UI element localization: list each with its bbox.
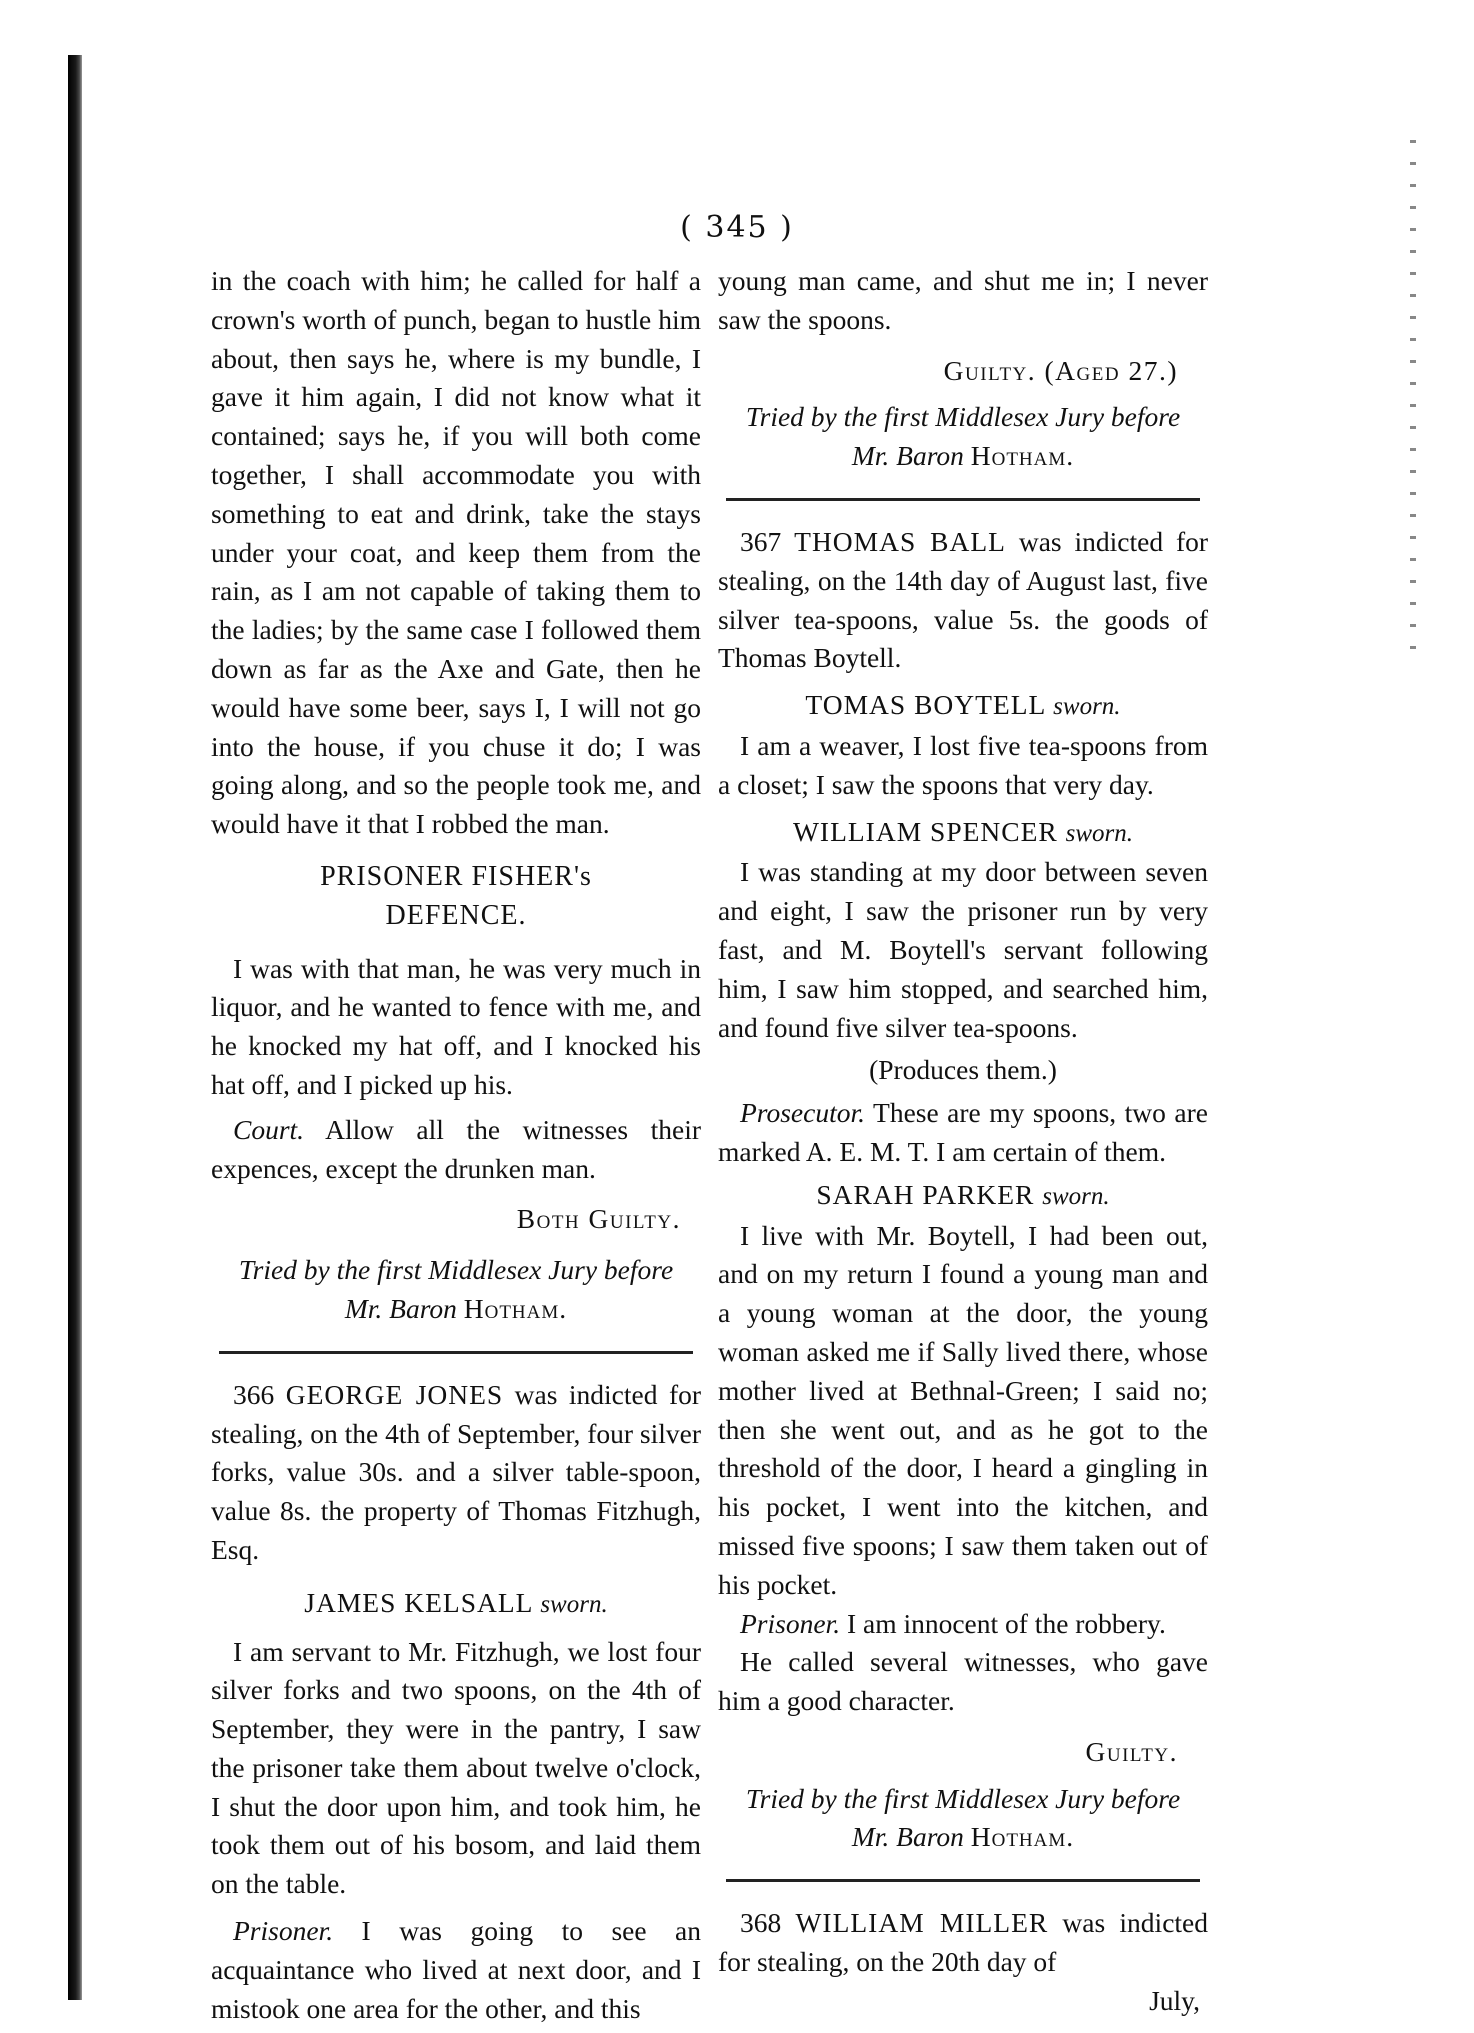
tried-line-judge [718, 437, 1208, 476]
witness-heading [718, 813, 1208, 854]
section-heading: DEFENCE. [385, 899, 527, 931]
judge-name: Hotham. [970, 1821, 1075, 1853]
tried-line-judge [211, 1290, 701, 1329]
case-entry [718, 523, 1208, 678]
section-rule [726, 1879, 1200, 1882]
judge-title: Mr. Baron [851, 440, 971, 472]
witness-heading [718, 1176, 1208, 1217]
section-rule [726, 498, 1200, 501]
binding-edge [68, 55, 82, 2000]
case-entry [718, 1904, 1208, 1982]
statement-text: I am innocent of the robbery. [840, 1607, 1166, 1639]
verdict: Both Guilty. [516, 1203, 681, 1235]
sworn-label: sworn. [1053, 693, 1121, 721]
defendant-name: THOMAS BALL [794, 525, 1006, 557]
witness-name: TOMAS BOYTELL [805, 689, 1054, 721]
right-column [718, 262, 1208, 2021]
statement-text: Allow all the witnesses their expences, except the drunken man. [211, 1113, 701, 1184]
paragraph: I live with Mr. Boytell, I had been out, and on my return I found a young man and a young woman at the door, the young woman asked me if Sally lived there, whose mother lived at Bethnal-Green; I said no; then she went out, and as he got to the threshold of the door, I heard a gingling in his pocket, I went into the kitchen, and missed five spoons; I saw them taken out of his pocket. [718, 1219, 1208, 1600]
page-number: ( 345 ) [680, 210, 794, 245]
prisoner-statement [211, 1912, 701, 2028]
sworn-label: sworn. [1065, 819, 1134, 847]
defendant-name: GEORGE JONES [285, 1378, 504, 1410]
paragraph: I am a weaver, I lost five tea-spoons from a closet; I saw the spoons that very day. [718, 729, 1208, 800]
tried-line: Tried by the first Middlesex Jury before [745, 1782, 1181, 1814]
defendant-name: WILLIAM MILLER [795, 1907, 1049, 1939]
paragraph: young man came, and shut me in; I never saw the spoons. [718, 265, 1208, 335]
case-entry [211, 1376, 701, 1570]
left-column [211, 262, 701, 2028]
court-statement [211, 1111, 701, 1189]
witness-name: JAMES KELSALL [304, 1586, 541, 1618]
case-number: 368 [740, 1907, 796, 1939]
paragraph: I was standing at my door between seven and eight, I saw the prisoner run by very fast, and M. Boytell's servant following him, I saw him stopped, and searched him, and found five silver tea-spoons. [718, 856, 1208, 1043]
case-number: 367 [740, 525, 795, 557]
tried-line-judge [718, 1818, 1208, 1857]
judge-name: Hotham. [463, 1292, 568, 1324]
stage-direction: (Produces them.) [869, 1054, 1057, 1086]
verdict: Guilty. (Aged 27.) [943, 354, 1178, 386]
prisoner-statement [718, 1605, 1208, 1644]
statement-text: These are my spoons, two are marked A. E. M. T. I am certain of them. [718, 1097, 1208, 1167]
judge-title: Mr. Baron [344, 1292, 464, 1324]
paragraph: I am servant to Mr. Fitzhugh, we lost four silver forks and two spoons, on the 4th of September, they were in the pantry, I saw the prisoner take them about twelve o'clock, I shut the door upon him, and took him, he took them out of his bosom, and laid them on the table. [211, 1635, 701, 1900]
sworn-label: sworn. [1042, 1182, 1110, 1210]
paragraph: He called several witnesses, who gave him a good character. [718, 1646, 1208, 1717]
section-rule [219, 1351, 693, 1354]
case-number: 366 [233, 1378, 286, 1410]
tried-line: Tried by the first Middlesex Jury before [238, 1254, 674, 1286]
witness-name: WILLIAM SPENCER [792, 815, 1066, 847]
catchword: July, [1149, 1984, 1200, 2016]
witness-heading [211, 1584, 701, 1625]
judge-name: Hotham. [970, 440, 1075, 472]
case-text: was indicted for stealing, on the 4th of September, four silver forks, value 30s. and a silver table-spoon, value 8s. the property of Thomas Fitzhugh, Esq. [211, 1378, 702, 1565]
judge-title: Mr. Baron [851, 1821, 971, 1853]
witness-name: SARAH PARKER [816, 1178, 1043, 1210]
case-text: was indicted for stealing, on the 14th day of August last, five silver tea-spoons, value 5s. the goods of Thomas Boytell. [718, 525, 1209, 674]
speaker-label: Prosecutor. [740, 1097, 866, 1129]
paragraph: I was with that man, he was very much in liquor, and he wanted to fence with me, and he knocked my hat off, and I knocked his hat off, and I picked up his. [211, 952, 701, 1100]
prosecutor-statement [718, 1094, 1208, 1172]
verdict: Guilty. [1085, 1735, 1178, 1767]
witness-heading [718, 686, 1208, 727]
section-heading: PRISONER FISHER's [320, 860, 592, 892]
tried-line: Tried by the first Middlesex Jury before [745, 401, 1181, 433]
speaker-label: Court. [233, 1113, 305, 1145]
paragraph: in the coach with him; he called for half a crown's worth of punch, began to hustle him about, then says he, where is my bundle, I gave it him again, I did not know what it contained; says he, if you will both come together, I shall accommodate you with something to eat and drink, take the stays under your coat, and keep them from the rain, as I am not capable of taking them to the ladies; by the same case I followed them down as far as the Axe and Gate, then he would have some beer, says I, I will not go into the house, if you chuse it do; I was going along, and so the people took me, and would have it that I robbed the man. [211, 265, 701, 840]
statement-text: I was going to see an acquaintance who lived at next door, and I mistook one area for the other, and this [211, 1915, 701, 2024]
case-text: was indicted for stealing, on the 20th day of [718, 1907, 1208, 1978]
speaker-label: Prisoner. [740, 1607, 841, 1639]
speaker-label: Prisoner. [233, 1915, 334, 1947]
sworn-label: sworn. [540, 1590, 608, 1618]
